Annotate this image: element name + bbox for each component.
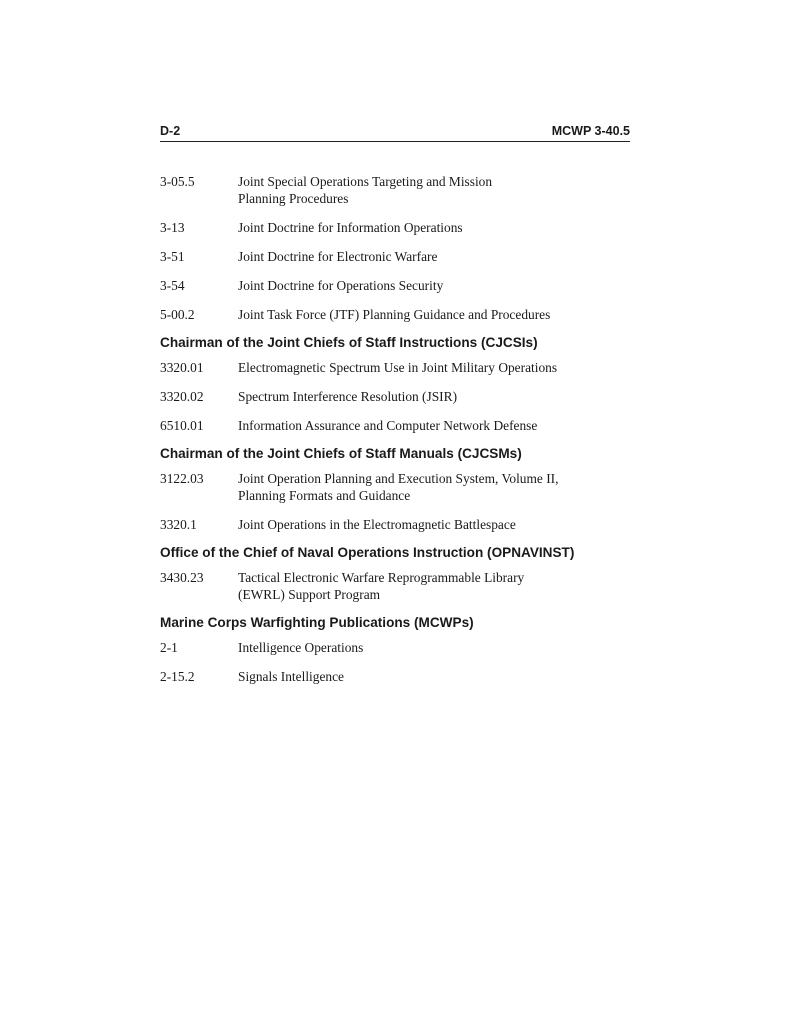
publication-title: Signals Intelligence — [238, 669, 344, 684]
reference-list — [160, 173, 630, 685]
section-heading: Marine Corps Warfighting Publications (MCWPs) — [160, 615, 474, 630]
publication-number: 3320.02 — [160, 389, 204, 404]
running-header — [160, 124, 630, 142]
section-heading: Office of the Chief of Naval Operations Instruction (OPNAVINST) — [160, 545, 575, 560]
publication-title: Joint Special Operations Targeting and Mission Planning Procedures — [238, 174, 493, 206]
reference-entry — [160, 388, 630, 405]
publication-title: Spectrum Interference Resolution (JSIR) — [238, 389, 458, 404]
publication-title: Information Assurance and Computer Network Defense — [238, 418, 538, 433]
reference-entry — [160, 359, 630, 376]
publication-title: Electromagnetic Spectrum Use in Joint Military Operations — [238, 360, 558, 375]
publication-number: 3320.1 — [160, 517, 197, 532]
publication-number: 3122.03 — [160, 471, 204, 486]
publication-number: 3430.23 — [160, 570, 204, 585]
reference-entry — [160, 668, 630, 685]
reference-entry — [160, 470, 630, 504]
publication-title: Joint Operations in the Electromagnetic Battlespace — [238, 517, 516, 532]
publication-number: 3-05.5 — [160, 174, 195, 189]
reference-entry — [160, 639, 630, 656]
publication-title: Joint Task Force (JTF) Planning Guidance and Procedures — [238, 307, 551, 322]
publication-number: 2-1 — [160, 640, 178, 655]
section-heading: Chairman of the Joint Chiefs of Staff Instructions (CJCSIs) — [160, 335, 538, 350]
publication-id: MCWP 3-40.5 — [551, 124, 630, 138]
section-heading: Chairman of the Joint Chiefs of Staff Manuals (CJCSMs) — [160, 446, 522, 461]
reference-entry — [160, 417, 630, 434]
publication-number: 3-51 — [160, 249, 185, 264]
publication-number: 3-13 — [160, 220, 185, 235]
publication-title: Joint Doctrine for Information Operations — [238, 220, 463, 235]
publication-number: 3320.01 — [160, 360, 204, 375]
publication-number: 5-00.2 — [160, 307, 195, 322]
reference-entry — [160, 306, 630, 323]
reference-entry — [160, 219, 630, 236]
publication-title: Joint Doctrine for Operations Security — [238, 278, 444, 293]
publication-number: 2-15.2 — [160, 669, 195, 684]
reference-entry — [160, 173, 630, 207]
reference-entry — [160, 277, 630, 294]
reference-entry — [160, 516, 630, 533]
document-page — [160, 124, 630, 697]
publication-title: Joint Operation Planning and Execution System, Volume II, Planning Formats and Guidance — [238, 471, 559, 503]
reference-entry — [160, 569, 630, 603]
page-number: D-2 — [160, 124, 181, 138]
publication-number: 3-54 — [160, 278, 185, 293]
publication-title: Joint Doctrine for Electronic Warfare — [238, 249, 438, 264]
reference-entry — [160, 248, 630, 265]
publication-number: 6510.01 — [160, 418, 204, 433]
publication-title: Intelligence Operations — [238, 640, 364, 655]
publication-title: Tactical Electronic Warfare Reprogrammable Library (EWRL) Support Program — [238, 570, 525, 602]
